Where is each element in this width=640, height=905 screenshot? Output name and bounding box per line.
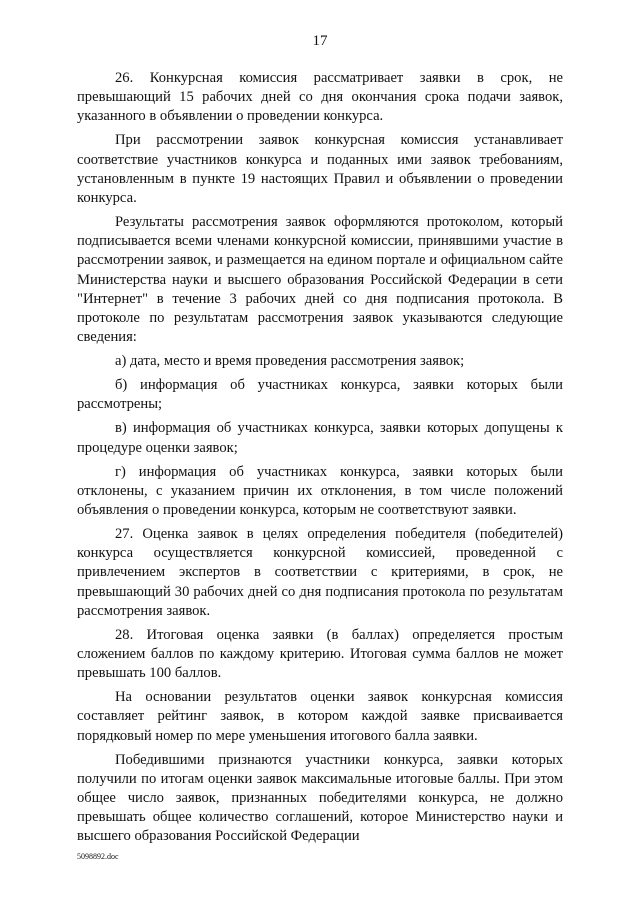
paragraph-28: 28. Итоговая оценка заявки (в баллах) определяется простым сложением баллов по каждому критерию. Итоговая сумма баллов не может превышать 100 баллов. [77,626,563,682]
document-body [77,69,563,851]
paragraph-27: 27. Оценка заявок в целях определения победителя (победителей) конкурса осуществляется конкурсной комиссией, проведенной с привлечением экспертов в соответствии с критериями, в срок, не превышающий 30 рабочих дней со дня подписания протокола по результатам рассмотрения заявок. [77,526,563,619]
paragraph-rating: На основании результатов оценки заявок конкурсная комиссия составляет рейтинг заявок, в котором каждой заявке присваивается порядковый номер по мере уменьшения итогового балла заявки. [77,689,563,744]
page-number: 17 [312,33,328,49]
paragraph-26: 26. Конкурсная комиссия рассматривает заявки в срок, не превышающий 15 рабочих дней со дня окончания срока подачи заявок, указанного в объявлении о проведении конкурса. [77,70,563,125]
list-item-a: а) дата, место и время проведения рассмотрения заявок; [115,353,465,370]
paragraph-review-compliance: При рассмотрении заявок конкурсная комиссия устанавливает соответствие участников конкурса и поданных ими заявок требованиям, установленным в пункте 19 настоящих Правил и объявлении о проведении конкурса. [77,132,563,207]
list-item-g: г) информация об участниках конкурса, заявки которых были отклонены, с указанием причин их отклонения, в том числе положений объявления о проведении конкурса, которым не соответствуют заявки. [77,463,563,519]
list-item-b: б) информация об участниках конкурса, заявки которых были рассмотрены; [77,377,563,413]
paragraph-review-protocol: Результаты рассмотрения заявок оформляются протоколом, который подписывается всеми членами конкурсной комиссии, принявшими участие в рассмотрении заявок, и размещается на едином портале и официальном сайте Министерства науки и высшего образования Российской Федерации в сети "Интернет" в течение 3 рабочих дней со дня подписания протокола. В протоколе по результатам рассмотрения заявок указываются следующие сведения: [77,214,563,346]
paragraph-winners: Победившими признаются участники конкурса, заявки которых получили по итогам оценки заявок максимальные итоговые баллы. При этом общее число заявок, признанных победителями конкурса, не должно превышать общее количество соглашений, которое Министерство науки и высшего образования Российской Федерации [77,751,563,845]
list-item-v: в) информация об участниках конкурса, заявки которых допущены к процедуре оценки заявок; [77,420,563,456]
file-name-footer: 5098892.doc [77,852,119,861]
